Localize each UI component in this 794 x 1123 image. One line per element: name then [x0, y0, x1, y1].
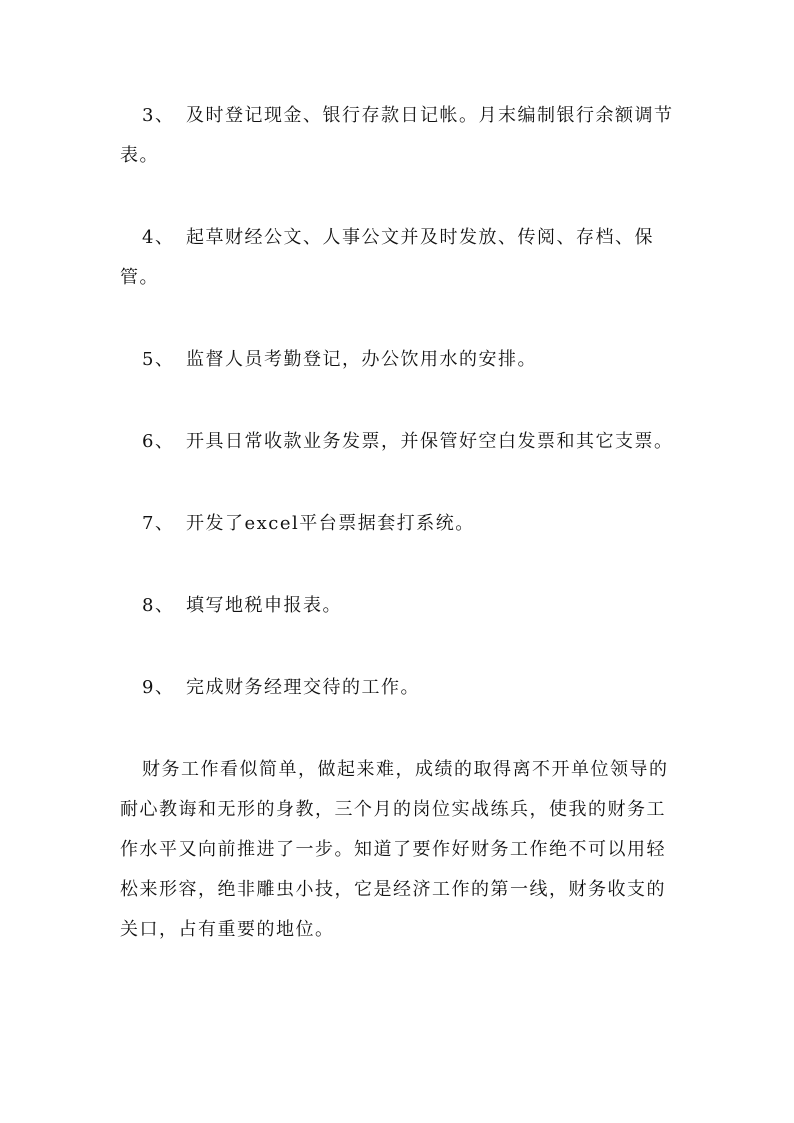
list-item-text: 填写地税申报表。 [186, 595, 342, 616]
list-item-number: 8、 [142, 595, 175, 616]
list-item-text: 起草财经公文、人事公文并及时发放、传阅、存档、保管。 [120, 227, 654, 288]
list-item-number: 6、 [142, 431, 175, 452]
document-body [120, 96, 680, 950]
list-item [120, 668, 680, 708]
list-item-number: 5、 [142, 349, 175, 370]
list-item [120, 586, 680, 626]
list-item-number: 4、 [142, 227, 175, 248]
list-item-number: 7、 [142, 513, 175, 534]
list-item [120, 96, 680, 176]
list-item-text: 完成财务经理交待的工作。 [186, 677, 420, 698]
list-item [120, 504, 680, 544]
list-item-text: 开发了excel平台票据套打系统。 [186, 513, 475, 534]
list-item-number: 9、 [142, 677, 175, 698]
summary-paragraph: 财务工作看似简单，做起来难，成绩的取得离不开单位领导的耐心教诲和无形的身教，三个月的岗位实战练兵，使我的财务工作水平又向前推进了一步。知道了要作好财务工作绝不可以用轻松来形容，绝非雕虫小技，它是经济工作的第一线，财务收支的关口，占有重要的地位。 [120, 759, 669, 940]
list-item-text: 监督人员考勤登记，办公饮用水的安排。 [186, 349, 537, 370]
list-item-text: 及时登记现金、银行存款日记帐。月末编制银行余额调节表。 [120, 105, 674, 166]
list-item-text: 开具日常收款业务发票，并保管好空白发票和其它支票。 [186, 431, 674, 452]
list-item-number: 3、 [142, 105, 175, 126]
list-item [120, 218, 680, 298]
list-item [120, 340, 680, 380]
list-item [120, 422, 680, 462]
